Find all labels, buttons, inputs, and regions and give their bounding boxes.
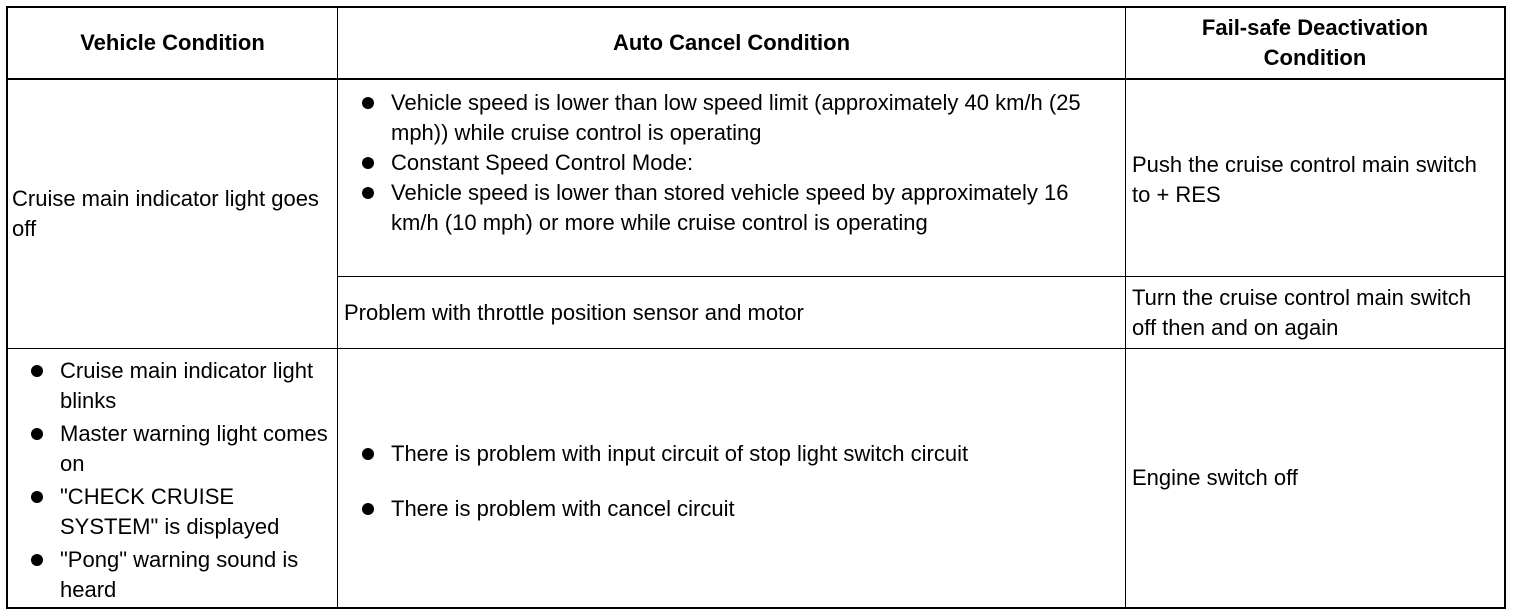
row2-vehicle-condition-list xyxy=(30,356,330,605)
row1-fail-safe-a: Push the cruise control main switch to + RES xyxy=(1132,152,1477,207)
list-item-text: Vehicle speed is lower than low speed limit (approximately 40 km/h (25 mph)) while cruise control is operating xyxy=(391,90,1081,145)
column-divider xyxy=(1125,8,1126,607)
list-item xyxy=(30,419,330,479)
list-item xyxy=(30,356,330,416)
list-item xyxy=(30,545,330,605)
header-vehicle-condition: Vehicle Condition xyxy=(80,30,265,55)
bullet-icon xyxy=(362,503,374,515)
cruise-control-table xyxy=(6,6,1506,609)
row2-auto-cancel xyxy=(361,439,1121,524)
bullet-icon xyxy=(31,428,43,440)
bullet-icon xyxy=(362,187,374,199)
bullet-icon xyxy=(362,97,374,109)
list-item xyxy=(361,88,1121,148)
bullet-icon xyxy=(31,554,43,566)
list-item xyxy=(361,148,1121,178)
row1-auto-cancel-list xyxy=(361,88,1121,238)
list-item-text: There is problem with cancel circuit xyxy=(391,496,735,521)
header-fail-safe-deactivation: Fail-safe Deactivation Condition xyxy=(1201,15,1429,70)
row1-auto-cancel-a xyxy=(361,88,1121,274)
list-item-text: "CHECK CRUISE SYSTEM" is displayed xyxy=(60,484,280,539)
row2-auto-cancel-list xyxy=(361,439,1121,524)
header-auto-cancel-condition: Auto Cancel Condition xyxy=(612,30,851,55)
bullet-icon xyxy=(362,157,374,169)
row1-fail-safe-b: Turn the cruise control main switch off then and on again xyxy=(1132,284,1472,340)
list-item-text: Cruise main indicator light blinks xyxy=(60,358,314,413)
row1-vehicle-condition xyxy=(12,80,332,348)
list-item xyxy=(30,482,330,542)
list-item-text: Constant Speed Control Mode: xyxy=(391,150,694,175)
bullet-icon xyxy=(31,491,43,503)
bullet-icon xyxy=(31,365,43,377)
list-item-text: Vehicle speed is lower than stored vehicle speed by approximately 16 km/h (10 mph) or more while cruise control is operating xyxy=(391,180,1069,235)
list-item xyxy=(361,439,1121,469)
list-item-text: There is problem with input circuit of stop light switch circuit xyxy=(391,441,969,466)
list-item xyxy=(361,178,1121,238)
list-item xyxy=(361,494,1121,524)
row2-vehicle-condition xyxy=(30,356,330,605)
bullet-icon xyxy=(362,448,374,460)
column-divider xyxy=(337,8,338,607)
list-item-text: "Pong" warning sound is heard xyxy=(60,547,299,602)
row2-fail-safe: Engine switch off xyxy=(1132,465,1298,490)
row1-vehicle-condition-text: Cruise main indicator light goes off xyxy=(12,186,319,241)
list-item-text: Master warning light comes on xyxy=(60,421,328,476)
row1-auto-cancel-b: Problem with throttle position sensor and motor xyxy=(344,299,804,325)
